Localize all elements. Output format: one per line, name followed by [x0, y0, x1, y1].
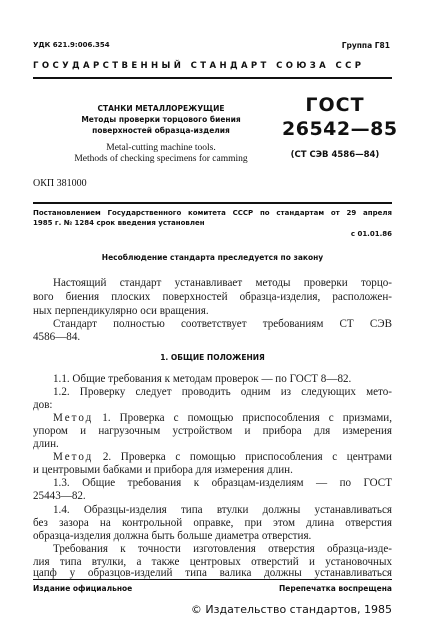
method-2-text: 2. Проверка с помощью приспособления с центрами: [102, 451, 392, 463]
method-1-line1: [33, 412, 392, 424]
violation-notice: Несоблюдение стандарта преследуется по закону: [101, 253, 324, 262]
reprint-prohibited-label: Перепечатка воспрещена: [278, 584, 392, 593]
udk-code: УДК 621.9:006.354: [33, 41, 110, 49]
okp-code: ОКП 381000: [33, 178, 87, 189]
ru-title-line3: поверхностей образца-изделия: [92, 126, 230, 135]
method-1-word: Метод: [53, 412, 94, 424]
en-title-line1: Metal-cutting machine tools.: [106, 143, 216, 153]
effective-date: с 01.01.86: [350, 230, 392, 238]
intro-p2-line2: 4586—84.: [33, 331, 81, 343]
gost-number: 26542—85: [282, 118, 398, 140]
ru-title-line1: СТАНКИ МЕТАЛЛОРЕЖУЩИЕ: [97, 104, 225, 113]
clause-1-4-line3: образца-изделия должна быть больше диаметра отверстия.: [33, 530, 312, 542]
gost-label: ГОСТ: [305, 94, 365, 116]
clause-1-4-line2: без зазора на контрольной оправке, при этом длина отверстия: [33, 517, 392, 529]
middle-rule: [33, 202, 392, 204]
method-1-line2: упором и нагрузочным устройством и прибора для измерения: [33, 425, 392, 437]
clause-1-1: 1.1. Общие требования к методам проверок — по ГОСТ 8—82.: [53, 373, 352, 385]
clause-1-4-line1: 1.4. Образцы-изделия типа втулки должны устанавливаться: [53, 504, 392, 516]
bottom-rule: [33, 579, 392, 580]
clause-1-5-line3: цапф у образцов-изделий типа валика должны устанавливаться: [33, 567, 392, 579]
clause-1-3-line2: 25443—82.: [33, 490, 86, 502]
method-2-word: Метод: [53, 451, 94, 463]
intro-p2-line1: Стандарт полностью соответствует требованиям СТ СЭВ: [53, 318, 392, 330]
clause-1-2-line2: дов:: [33, 399, 53, 411]
group-code: Группа Г81: [341, 41, 390, 50]
publisher-copyright: © Издательство стандартов, 1985: [190, 603, 392, 616]
en-title-line2: Methods of checking specimens for camming: [74, 154, 248, 164]
clause-1-3-line1: 1.3. Общие требования к образцам-изделиям — по ГОСТ: [53, 477, 392, 489]
decree-line1: Постановлением Государственного комитета СССР по стандартам от 29 апреля: [33, 209, 392, 217]
method-1-line3: длин.: [33, 438, 59, 450]
method-2-line1: [33, 451, 392, 463]
intro-p1-line1: Настоящий стандарт устанавливает методы проверки торцо-: [53, 277, 392, 289]
clause-1-5-line1: Требования к точности изготовления отверстия образца-изде-: [53, 543, 392, 555]
intro-p1-line2: вого биения плоских поверхностей образца-изделия, расположен-: [33, 291, 392, 303]
method-2-line2: и центровыми бабками и прибора для измерения длин.: [33, 464, 293, 476]
section-heading: 1. ОБЩИЕ ПОЛОЖЕНИЯ: [160, 353, 265, 362]
decree-line2: 1985 г. № 1284 срок введения установлен: [33, 219, 205, 227]
sev-reference: (СТ СЭВ 4586—84): [290, 150, 380, 160]
state-standard-title: ГОСУДАРСТВЕННЫЙ СТАНДАРТ СОЮЗА ССР: [33, 61, 365, 71]
intro-p1-line3: ных перпендикулярно оси вращения.: [33, 305, 209, 317]
clause-1-5-line2: лия типа втулки, а также центровых отверстий и установочных: [33, 556, 392, 568]
method-1-text: 1. Проверка с помощью приспособления с призмами,: [102, 412, 392, 424]
clause-1-2-line1: 1.2. Проверку следует проводить одним из следующих мето-: [53, 386, 392, 398]
official-edition-label: Издание официальное: [33, 584, 133, 593]
top-rule: [33, 77, 392, 79]
ru-title-line2: Методы проверки торцового биения: [81, 115, 241, 124]
